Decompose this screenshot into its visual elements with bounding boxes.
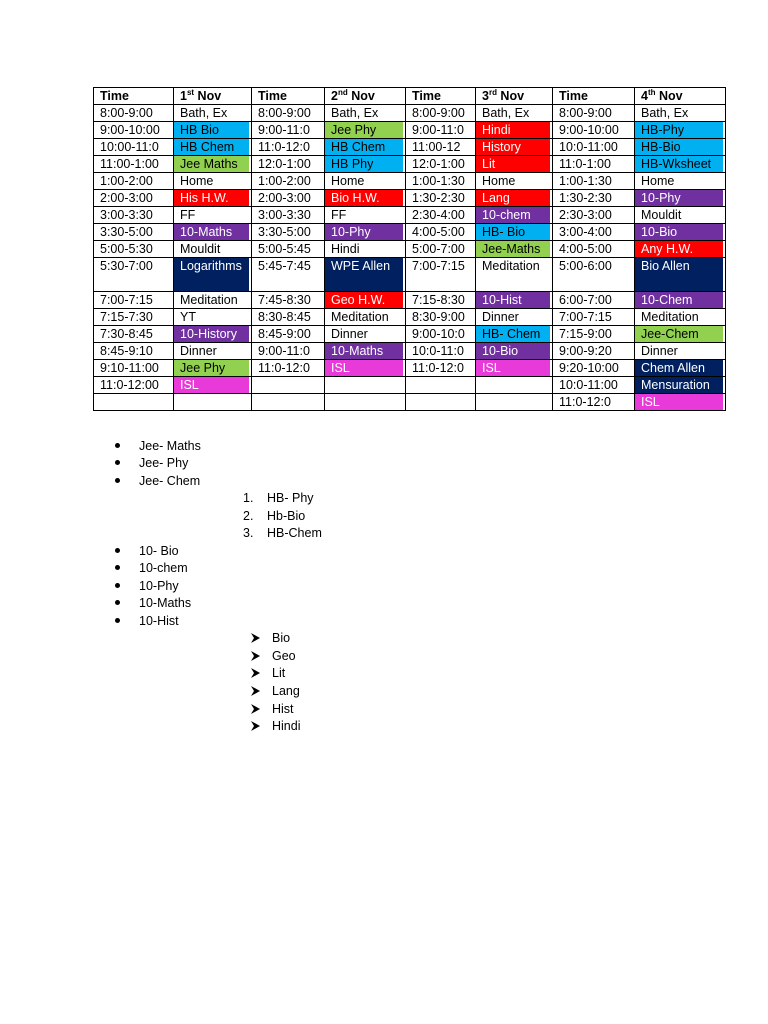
bullet-icon [115,478,120,483]
activity-cell: 10-Bio [635,224,726,241]
activity-cell: Lang [476,190,553,207]
time-cell: 5:00-7:00 [406,241,476,258]
column-header: Time [252,88,325,105]
activity-cell: HB Bio [174,122,252,139]
time-cell: 10:0-11:00 [553,377,635,394]
time-cell: 2:00-3:00 [252,190,325,207]
table-row [94,309,726,326]
arrow-bullet-icon [251,651,260,661]
activity-cell: Chem Allen [635,360,726,377]
time-cell [252,394,325,411]
time-cell: 8:00-9:00 [94,105,174,122]
column-header: Time [94,88,174,105]
time-cell: 7:30-8:45 [94,326,174,343]
time-cell: 3:30-5:00 [94,224,174,241]
activity-cell: History [476,139,553,156]
table-row [94,343,726,360]
time-cell: 4:00-5:00 [406,224,476,241]
table-header-row [94,88,726,105]
time-cell: 11:00-12 [406,139,476,156]
time-cell: 11:0-12:0 [406,360,476,377]
table-row [94,139,726,156]
activity-cell: Dinner [476,309,553,326]
bullet-icon [115,565,120,570]
time-cell [406,377,476,394]
bullet-icon [115,583,120,588]
table-row [94,394,726,411]
activity-cell: Geo H.W. [325,292,406,309]
time-cell: 2:00-3:00 [94,190,174,207]
activity-cell: 10-Phy [325,224,406,241]
activity-cell: Any H.W. [635,241,726,258]
time-cell: 5:00-5:30 [94,241,174,258]
arrow-bullet-icon [251,633,260,643]
time-cell: 5:00-5:45 [252,241,325,258]
time-cell: 5:30-7:00 [94,258,174,292]
activity-cell: Bio Allen [635,258,726,292]
time-cell: 11:0-12:0 [553,394,635,411]
activity-cell: Logarithms [174,258,252,292]
activity-cell: Mensuration [635,377,726,394]
activity-cell: Bath, Ex [635,105,726,122]
activity-cell: FF [325,207,406,224]
activity-cell: Bath, Ex [476,105,553,122]
activity-cell: Home [174,173,252,190]
time-cell: 8:00-9:00 [252,105,325,122]
arrow-bullet-icon [251,668,260,678]
column-header: 3rd Nov [476,88,553,105]
table-row [94,360,726,377]
table-row [94,224,726,241]
time-cell [406,394,476,411]
time-cell: 1:30-2:30 [406,190,476,207]
time-cell: 9:10-11:00 [94,360,174,377]
activity-cell: 10-chem [476,207,553,224]
time-cell: 1:00-2:00 [252,173,325,190]
activity-cell [476,377,553,394]
activity-cell: 10-Phy [635,190,726,207]
activity-cell: ISL [476,360,553,377]
time-cell: 7:15-9:00 [553,326,635,343]
activity-cell: Dinner [174,343,252,360]
table-row [94,377,726,394]
time-cell: 4:00-5:00 [553,241,635,258]
table-row [94,207,726,224]
time-cell: 11:00-1:00 [94,156,174,173]
activity-cell: 10-Chem [635,292,726,309]
activity-cell: Bath, Ex [174,105,252,122]
activity-cell: Hindi [476,122,553,139]
activity-cell: ISL [635,394,726,411]
activity-cell: Home [635,173,726,190]
activity-cell: 10-Hist [476,292,553,309]
time-cell: 9:00-10:00 [553,122,635,139]
activity-cell: Bio H.W. [325,190,406,207]
activity-cell: Meditation [635,309,726,326]
time-cell: 8:45-9:10 [94,343,174,360]
activity-cell: 10-Bio [476,343,553,360]
table-row [94,292,726,309]
time-cell: 7:15-8:30 [406,292,476,309]
table-row [94,190,726,207]
time-cell: 3:00-4:00 [553,224,635,241]
time-cell [94,394,174,411]
time-cell: 10:0-11:00 [553,139,635,156]
time-cell: 9:00-9:20 [553,343,635,360]
activity-cell: 10-Maths [325,343,406,360]
activity-cell: Jee Phy [174,360,252,377]
activity-cell: HB- Bio [476,224,553,241]
activity-cell: Home [325,173,406,190]
activity-cell [325,377,406,394]
activity-cell: Jee Phy [325,122,406,139]
time-cell: 7:00-7:15 [553,309,635,326]
activity-cell: HB Chem [325,139,406,156]
schedule-table [93,87,726,411]
time-cell: 7:15-7:30 [94,309,174,326]
time-cell: 12:0-1:00 [252,156,325,173]
column-header: 1st Nov [174,88,252,105]
activity-cell: HB-Phy [635,122,726,139]
time-cell: 8:30-8:45 [252,309,325,326]
activity-cell: Jee Maths [174,156,252,173]
time-cell: 9:00-11:0 [252,343,325,360]
arrow-bullet-icon [251,721,260,731]
activity-cell [325,394,406,411]
time-cell: 8:45-9:00 [252,326,325,343]
time-cell: 7:00-7:15 [94,292,174,309]
time-cell [252,377,325,394]
column-header: 4th Nov [635,88,726,105]
time-cell: 1:00-1:30 [553,173,635,190]
time-cell: 10:0-11:0 [406,343,476,360]
activity-cell: Dinner [325,326,406,343]
activity-cell: Hindi [325,241,406,258]
activity-cell: ISL [174,377,252,394]
bullet-icon [115,443,120,448]
time-cell: 3:30-5:00 [252,224,325,241]
activity-cell: Mouldit [174,241,252,258]
time-cell: 3:00-3:30 [252,207,325,224]
time-cell: 12:0-1:00 [406,156,476,173]
table-row [94,173,726,190]
time-cell: 8:00-9:00 [553,105,635,122]
activity-cell: Home [476,173,553,190]
activity-cell: FF [174,207,252,224]
activity-cell: ISL [325,360,406,377]
list-item: 3. HB-Chem [243,526,322,540]
column-header: Time [406,88,476,105]
bullet-icon [115,460,120,465]
time-cell: 10:00-11:0 [94,139,174,156]
time-cell: 8:00-9:00 [406,105,476,122]
time-cell: 9:00-10:0 [406,326,476,343]
activity-cell: Meditation [325,309,406,326]
time-cell: 9:00-11:0 [252,122,325,139]
list-item: 2. Hb-Bio [243,509,306,523]
arrow-bullet-icon [251,686,260,696]
table-row [94,241,726,258]
arrow-bullet-icon [251,704,260,714]
activity-cell: Mouldit [635,207,726,224]
activity-cell: HB-Wksheet [635,156,726,173]
time-cell: 5:45-7:45 [252,258,325,292]
activity-cell: Jee-Maths [476,241,553,258]
time-cell: 11:0-1:00 [553,156,635,173]
bullet-icon [115,600,120,605]
activity-cell: Jee-Chem [635,326,726,343]
activity-cell: Meditation [476,258,553,292]
time-cell: 6:00-7:00 [553,292,635,309]
activity-cell: His H.W. [174,190,252,207]
time-cell: 9:00-11:0 [406,122,476,139]
list-item: 1. HB- Phy [243,491,314,505]
time-cell: 1:00-2:00 [94,173,174,190]
activity-cell: HB Chem [174,139,252,156]
table-row [94,258,726,292]
time-cell: 7:45-8:30 [252,292,325,309]
activity-cell: YT [174,309,252,326]
table-row [94,122,726,139]
activity-cell: Meditation [174,292,252,309]
time-cell: 1:00-1:30 [406,173,476,190]
time-cell: 7:00-7:15 [406,258,476,292]
time-cell: 1:30-2:30 [553,190,635,207]
activity-cell [476,394,553,411]
bullet-icon [115,548,120,553]
activity-cell: Bath, Ex [325,105,406,122]
activity-cell: 10-Maths [174,224,252,241]
activity-cell: 10-History [174,326,252,343]
table-row [94,156,726,173]
time-cell: 11:0-12:0 [252,360,325,377]
activity-cell: HB-Bio [635,139,726,156]
bullet-icon [115,618,120,623]
time-cell: 11:0-12:0 [252,139,325,156]
activity-cell: Dinner [635,343,726,360]
time-cell: 2:30-4:00 [406,207,476,224]
column-header: 2nd Nov [325,88,406,105]
table-row [94,105,726,122]
activity-cell: WPE Allen [325,258,406,292]
time-cell: 9:20-10:00 [553,360,635,377]
time-cell: 5:00-6:00 [553,258,635,292]
column-header: Time [553,88,635,105]
time-cell: 11:0-12:00 [94,377,174,394]
activity-cell: HB Phy [325,156,406,173]
time-cell: 3:00-3:30 [94,207,174,224]
activity-cell: HB- Chem [476,326,553,343]
time-cell: 2:30-3:00 [553,207,635,224]
activity-cell [174,394,252,411]
activity-cell: Lit [476,156,553,173]
time-cell: 9:00-10:00 [94,122,174,139]
table-row [94,326,726,343]
time-cell: 8:30-9:00 [406,309,476,326]
